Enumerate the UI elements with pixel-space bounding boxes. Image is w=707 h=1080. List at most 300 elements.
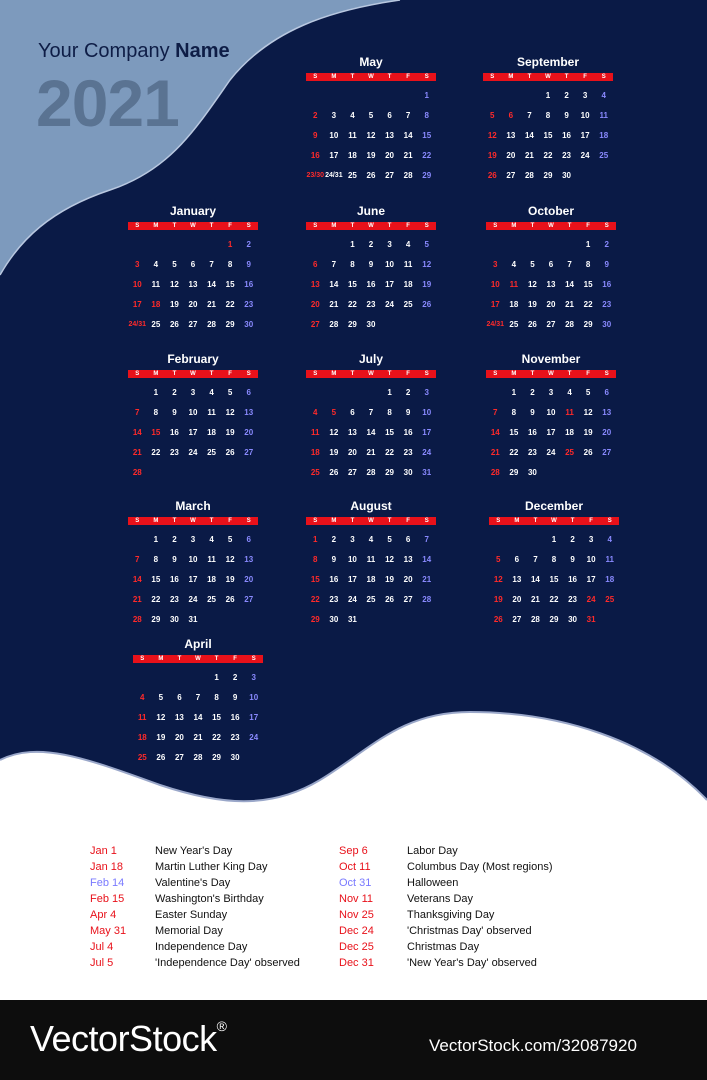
day-cell: 2 [530,388,535,397]
day-cell: 22 [422,151,432,160]
day-cell: 13 [310,280,320,289]
day-cell: 3 [548,388,554,397]
weekday-label: T [530,223,535,229]
day-cell: 28 [132,615,142,624]
weekday-label: T [209,518,214,524]
day-cell: 6 [350,408,355,417]
empty-cell [508,530,527,550]
day-cell: 23 [244,300,254,309]
day-cell: 3 [588,535,594,544]
day-grid [306,525,436,630]
empty-cell [184,235,203,255]
day-cell: 19 [366,151,376,160]
day-cell: 1 [585,240,591,249]
day-cell: 5 [496,555,501,564]
weekday-label: T [172,518,177,524]
day-cell: 17 [132,300,142,309]
day-cell: 3 [350,535,355,544]
day-cell: 22 [385,448,395,457]
day-cell: 29 [549,615,559,624]
day-cell: 8 [551,555,557,564]
day-cell: 27 [512,615,522,624]
day-cell: 27 [244,448,254,457]
holiday-row [339,923,553,939]
day-cell: 20 [512,595,522,604]
day-cell: 19 [487,151,497,160]
weekday-label: F [406,74,410,80]
day-cell: 19 [385,575,395,584]
weekday-header [128,370,258,378]
day-cell: 24 [188,595,198,604]
day-cell: 30 [329,615,339,624]
day-grid [133,663,263,768]
weekday-label: M [331,518,337,524]
day-cell: 21 [403,151,413,160]
weekday-label: S [607,518,612,524]
weekday-label: M [158,656,164,662]
weekday-label: F [583,74,587,80]
holiday-row [90,891,300,907]
day-cell: 27 [385,171,395,180]
empty-cell [486,235,505,255]
day-cell: 22 [151,448,161,457]
weekday-label: T [533,518,538,524]
day-cell: 7 [424,535,429,544]
day-cell: 13 [403,555,413,564]
weekday-header [486,370,616,378]
day-cell: 28 [530,615,540,624]
weekday-label: S [313,223,318,229]
weekday-label: S [135,223,140,229]
calendar-year: 2021 [36,66,179,140]
day-cell: 31 [586,615,596,624]
day-cell: 28 [329,320,339,329]
day-cell: 13 [512,575,522,584]
empty-cell [502,86,521,106]
day-cell: 11 [509,280,519,289]
day-cell: 26 [169,320,179,329]
day-cell: 7 [493,408,498,417]
day-cell: 20 [403,575,413,584]
holiday-row [90,955,300,971]
day-cell: 5 [227,535,233,544]
day-grid [306,230,436,335]
weekday-label: W [548,223,554,229]
day-cell: 18 [207,428,217,437]
day-cell: 21 [207,300,217,309]
day-cell: 6 [508,111,514,120]
day-cell: 11 [207,555,216,564]
day-cell: 22 [509,448,519,457]
empty-cell [343,86,362,106]
holiday-date: Apr 4 [90,909,117,921]
holiday-list-left [90,843,300,971]
month-february [128,352,258,483]
day-cell: 4 [313,408,318,417]
day-cell: 21 [490,448,500,457]
day-cell: 19 [422,280,432,289]
weekday-label: S [424,74,429,80]
holiday-name: Labor Day [407,845,458,857]
weekday-label: T [527,74,532,80]
weekday-label: F [406,223,410,229]
weekday-label: F [228,223,232,229]
day-cell: 20 [188,300,198,309]
day-cell: 12 [225,408,235,417]
day-cell: 26 [487,171,497,180]
holiday-name: Memorial Day [155,925,223,937]
day-cell: 19 [169,300,179,309]
holiday-date: Dec 24 [339,925,374,937]
holiday-name: Independence Day [155,941,248,953]
day-cell: 12 [487,131,497,140]
day-cell: 20 [310,300,320,309]
weekday-label: W [195,656,201,662]
weekday-label: T [567,223,572,229]
month-september [483,55,613,186]
weekday-label: T [350,518,355,524]
holiday-date: Feb 15 [90,893,125,905]
weekday-label: T [387,74,392,80]
day-cell: 6 [604,388,609,397]
empty-cell [152,668,171,688]
day-cell: 21 [565,300,575,309]
day-cell: 29 [151,615,161,624]
day-cell: 7 [135,408,140,417]
day-cell: 23 [403,448,413,457]
day-cell: 28 [207,320,217,329]
holiday-name: Martin Luther King Day [155,861,268,873]
day-cell: 14 [193,713,203,722]
day-cell: 29 [422,171,432,180]
day-cell: 29 [385,468,395,477]
month-march [128,499,258,630]
holiday-row [339,875,553,891]
day-cell: 21 [193,733,203,742]
holiday-row [90,843,300,859]
month-title: April [184,637,212,651]
day-cell: 8 [387,408,392,417]
day-cell: 9 [172,408,177,417]
weekday-label: T [350,223,355,229]
day-cell: 1 [545,91,551,100]
day-cell: 17 [490,300,500,309]
holiday-name: Columbus Day (Most regions) [407,861,553,873]
day-cell: 6 [405,535,411,544]
day-cell: 26 [366,171,376,180]
weekday-label: T [387,518,392,524]
weekday-label: S [246,223,251,229]
day-cell: 13 [602,408,612,417]
day-cell: 26 [527,320,537,329]
day-cell: 12 [366,131,376,140]
day-cell: 2 [232,673,238,682]
day-cell: 4 [140,693,145,702]
day-cell: 12 [583,408,593,417]
day-cell: 8 [153,408,159,417]
day-cell: 20 [244,428,254,437]
day-cell: 10 [586,555,596,564]
day-cell: 15 [151,428,161,437]
day-cell: 16 [244,280,254,289]
holiday-row [339,907,553,923]
weekday-header [306,73,436,81]
day-cell: 22 [212,733,222,742]
day-cell: 16 [602,280,612,289]
weekday-label: W [190,518,196,524]
day-cell: 12 [169,280,179,289]
day-cell: 23 [568,595,578,604]
day-cell: 22 [310,595,320,604]
day-cell: 24 [422,448,432,457]
day-cell: 30 [562,171,572,180]
weekday-label: W [368,74,374,80]
day-cell: 1 [153,535,159,544]
day-cell: 3 [190,388,196,397]
weekday-label: M [511,371,517,377]
day-cell: 7 [567,260,572,269]
day-cell: 3 [135,260,140,269]
weekday-label: T [177,656,182,662]
day-cell: 15 [310,575,320,584]
day-cell: 29 [310,615,320,624]
month-october [486,204,616,335]
day-cell: 24 [580,151,590,160]
day-cell: 14 [366,428,376,437]
day-cell: 8 [214,693,219,702]
day-cell: 14 [132,575,142,584]
day-cell: 21 [329,300,339,309]
day-cell: 3 [424,388,429,397]
day-cell: 8 [350,260,355,269]
day-cell: 16 [527,428,537,437]
weekday-label: S [424,371,429,377]
day-cell: 29 [212,753,222,762]
company-prefix: Your Company [38,40,170,62]
holiday-list-right [339,843,553,971]
day-cell: 14 [490,428,500,437]
weekday-label: T [387,223,392,229]
day-cell: 17 [347,575,357,584]
empty-cell [380,86,399,106]
empty-cell [165,235,184,255]
day-cell: 9 [172,555,177,564]
empty-cell [483,86,502,106]
day-cell: 18 [137,733,147,742]
day-cell: 6 [177,693,182,702]
day-grid [128,378,258,483]
holiday-name: New Year's Day [155,845,233,857]
day-cell: 21 [524,151,534,160]
holiday-date: Dec 31 [339,957,374,969]
day-cell: 11 [348,131,357,140]
day-cell: 9 [246,260,251,269]
weekday-label: F [406,371,410,377]
day-cell: 21 [132,595,142,604]
weekday-label: W [368,223,374,229]
empty-cell [523,235,542,255]
holiday-name: Christmas Day [407,941,480,953]
weekday-label: S [604,223,609,229]
holiday-name: Easter Sunday [155,909,228,921]
holiday-date: Dec 25 [339,941,374,953]
weekday-label: M [153,518,159,524]
day-cell: 22 [225,300,235,309]
weekday-label: M [153,371,159,377]
day-cell: 30 [602,320,612,329]
company-name [38,40,230,63]
month-august [306,499,436,630]
holiday-date: Nov 25 [339,909,374,921]
day-cell: 19 [583,428,593,437]
day-cell: 16 [568,575,578,584]
day-cell: 18 [509,300,519,309]
weekday-label: S [135,518,140,524]
holiday-name: Thanksgiving Day [407,909,495,921]
day-cell: 11 [565,408,574,417]
holiday-row [339,859,553,875]
day-cell: 2 [246,240,251,249]
day-cell: 1 [551,535,557,544]
day-grid [128,525,258,630]
day-cell: 23 [366,300,376,309]
weekday-label: S [313,518,318,524]
day-cell: 5 [227,388,233,397]
weekday-label: S [140,656,145,662]
day-cell: 10 [490,280,500,289]
day-cell: 8 [545,111,551,120]
weekday-label: F [589,518,593,524]
day-cell: 25 [366,595,376,604]
weekday-label: S [493,371,498,377]
day-cell: 21 [422,575,432,584]
day-cell: 24 [188,448,198,457]
day-cell: 2 [405,388,411,397]
day-cell: 30 [230,753,240,762]
weekday-header [128,517,258,525]
weekday-header [133,655,263,663]
empty-cell [133,668,152,688]
day-cell: 9 [313,131,318,140]
day-cell: 4 [567,388,572,397]
day-cell: 11 [207,408,216,417]
weekday-label: M [514,518,520,524]
day-cell: 4 [209,535,214,544]
day-cell: 4 [368,535,374,544]
weekday-header [486,222,616,230]
holiday-name: 'New Year's Day' observed [407,957,537,969]
day-cell: 14 [403,131,413,140]
holiday-row [90,875,300,891]
day-cell: 8 [511,408,517,417]
holiday-date: Jan 18 [90,861,124,873]
day-cell: 16 [169,575,179,584]
weekday-label: M [511,223,517,229]
holiday-name: Halloween [407,877,459,889]
day-cell: 1 [153,388,159,397]
day-cell: 30 [244,320,254,329]
weekday-label: S [246,518,251,524]
weekday-header [306,222,436,230]
day-cell: 20 [385,151,395,160]
weekday-label: T [172,371,177,377]
day-cell: 25 [137,753,147,762]
day-cell: 26 [583,448,593,457]
day-cell: 11 [403,260,413,269]
day-cell: 20 [546,300,556,309]
holiday-date: Jan 1 [90,845,117,857]
holiday-date: Oct 11 [339,861,371,873]
weekday-label: T [570,518,575,524]
empty-cell [325,383,344,403]
day-cell: 17 [188,575,198,584]
day-cell: 2 [570,535,575,544]
weekday-label: S [246,371,251,377]
day-cell: 9 [331,555,337,564]
day-cell: 8 [424,111,429,120]
day-cell: 10 [249,693,259,702]
weekday-label: M [331,223,337,229]
watermark-brand-text: VectorStock [30,1018,217,1059]
day-cell: 24 [586,595,596,604]
weekday-label: F [228,518,232,524]
empty-cell [306,235,325,255]
weekday-label: S [424,518,429,524]
empty-cell [505,235,524,255]
holiday-date: Jul 5 [90,957,114,969]
weekday-label: S [251,656,256,662]
day-cell: 14 [132,428,142,437]
day-cell: 10 [385,260,395,269]
weekday-label: F [406,518,410,524]
holiday-row [90,907,300,923]
day-cell: 20 [506,151,516,160]
day-cell: 25 [207,448,217,457]
day-cell: 23 [562,151,572,160]
day-cell: 14 [207,280,217,289]
day-cell: 8 [585,260,591,269]
day-cell: 31 [347,615,357,624]
day-cell: 11 [366,555,376,564]
holiday-date: Oct 31 [339,877,372,889]
day-cell: 9 [564,111,569,120]
weekday-label: T [350,371,355,377]
weekday-label: W [545,74,551,80]
holiday-row [339,955,553,971]
day-cell: 17 [249,713,259,722]
day-cell: 27 [174,753,184,762]
empty-cell [399,86,418,106]
day-cell: 10 [422,408,432,417]
day-cell: 30 [169,615,179,624]
day-cell: 24/31 [325,172,343,179]
day-cell: 28 [422,595,432,604]
day-grid [486,378,616,483]
day-cell: 31 [422,468,432,477]
day-cell: 25 [310,468,320,477]
empty-cell [128,530,147,550]
day-cell: 28 [490,468,500,477]
day-cell: 15 [509,428,519,437]
day-cell: 14 [565,280,575,289]
day-cell: 5 [530,260,535,269]
day-cell: 25 [605,595,615,604]
day-cell: 7 [135,555,140,564]
day-cell: 13 [506,131,516,140]
day-cell: 14 [329,280,339,289]
day-cell: 9 [368,260,374,269]
day-cell: 25 [403,300,413,309]
